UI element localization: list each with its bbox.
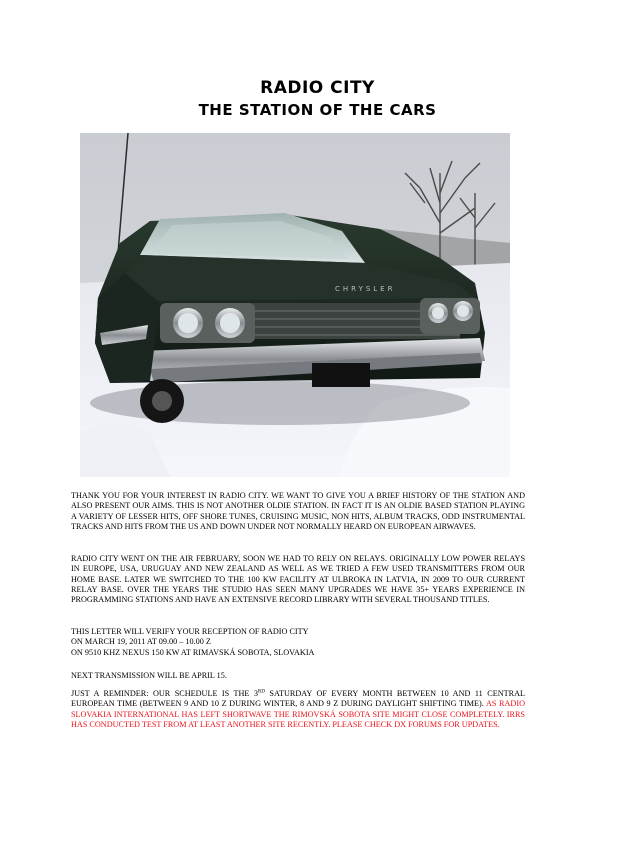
- car-photo: [80, 133, 510, 477]
- schedule-reminder-paragraph: [71, 689, 525, 730]
- page-title: RADIO CITY: [260, 78, 375, 98]
- history-paragraph: THANK YOU FOR YOUR INTEREST IN RADIO CITY. WE WANT TO GIVE YOU A BRIEF HISTORY OF THE STATION AND ALSO PRESENT OUR AIMS. THIS IS NOT ANOTHER OLDIE STATION. IN FACT IT IS AN OLDIE BASED STATION PLAYING A VARIETY OF LESSER HITS, OFF SHORE TUNES, CRUISING MUSIC, NON HITS, ALBUM TRACKS, ODD INSTRUMENTAL TRACKS AND HITS FROM THE US AND DOWN UNDER NOT NORMALLY HEARD ON EUROPEAN AIRWAVES.: [71, 491, 525, 531]
- reception-date-line: ON MARCH 19, 2011 AT 09.00 – 10.00 Z: [71, 637, 211, 647]
- verification-block: [71, 627, 525, 658]
- reminder-text: JUST A REMINDER: OUR SCHEDULE IS THE 3: [71, 689, 258, 698]
- frequency-line: ON 9510 KHZ NEXUS 150 KW AT RIMAVSKÁ SOBOTA, SLOVAKIA: [71, 647, 315, 657]
- verification-line: THIS LETTER WILL VERIFY YOUR RECEPTION OF RADIO CITY: [71, 627, 309, 636]
- next-transmission-line: NEXT TRANSMISSION WILL BE APRIL 15.: [71, 671, 227, 680]
- reminder-text-continued: SATURDAY OF EVERY MONTH BETWEEN 10 AND 11 CENTRAL EUROPEAN TIME (BETWEEN 9 AND 10 Z DURING WINTER, 8 AND 9 Z DURING DAYLIGHT SHIFTING TIME).: [71, 689, 525, 709]
- site-closure-notice: AS RADIO SLOVAKIA INTERNATIONAL HAS LEFT SHORTWAVE THE RIMOVSKÁ SOBOTA SITE MIGHT CLOSE COMPLETELY. IRRS HAS CONDUCTED TEST FROM AT LEAST ANOTHER SITE RECENTLY. PLEASE CHECK DX FORUMS FOR UPDATES.: [71, 699, 525, 729]
- relays-paragraph: RADIO CITY WENT ON THE AIR FEBRUARY, SOON WE HAD TO RELY ON RELAYS. ORIGINALLY LOW POWER RELAYS IN EUROPE, USA, URUGUAY AND NEW ZEALAND AS WELL AS WE TRIED A FEW USED TRANSMITTERS FROM OUR HOME BASE. LATER WE SWITCHED TO THE 100 KW FACILITY AT ULBROKA IN LATVIA, IN 2009 TO OUR CURRENT RELAY BASE. OVER THE YEARS THE STUDIO HAS SEEN MANY UPGRADES WE HAVE 35+ YEARS EXPERIENCE IN PROGRAMMING STATIONS AND HAVE AN EXTENSIVE RECORD LIBRARY WITH SEVERAL THOUSAND TITLES.: [71, 554, 525, 605]
- car-badge: CHRYSLER: [335, 285, 396, 293]
- ordinal-suffix: RD: [258, 689, 265, 695]
- page-subtitle: THE STATION OF THE CARS: [198, 101, 437, 119]
